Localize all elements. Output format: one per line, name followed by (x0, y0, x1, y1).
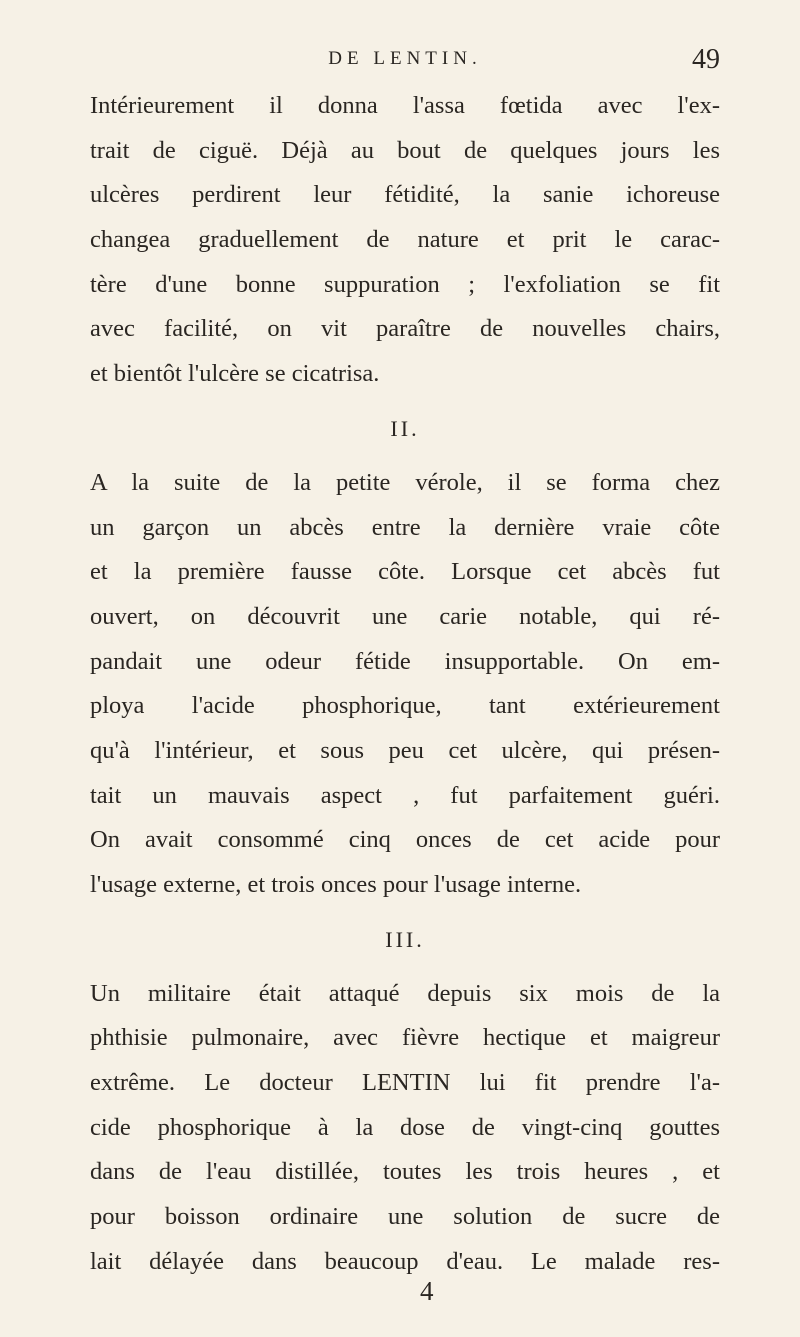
text-line: pour boisson ordinaire une solution de sucre de (90, 1203, 720, 1231)
text-line: un garçon un abcès entre la dernière vraie côte (90, 513, 720, 541)
text-line: tère d'une bonne suppuration ; l'exfoliation se fit (90, 270, 720, 298)
text-line: extrême. Le docteur LENTIN lui fit prendre l'a- (90, 1069, 720, 1097)
signature-mark: 4 (420, 1276, 434, 1306)
text-line: phthisie pulmonaire, avec fièvre hectique et maigreur (90, 1024, 720, 1052)
section-number-3: III. (385, 926, 425, 952)
text-line: avec facilité, on vit paraître de nouvelles chairs, (90, 315, 720, 343)
text-line: et la première fausse côte. Lorsque cet abcès fut (90, 558, 720, 586)
text-line: trait de ciguë. Déjà au bout de quelques jours les (90, 136, 720, 164)
section-number-2: II. (390, 415, 420, 441)
text-line: cide phosphorique à la dose de vingt-cinq gouttes (90, 1113, 720, 1141)
text-line: et bientôt l'ulcère se cicatrisa. (90, 360, 380, 388)
text-line: Intérieurement il donna l'assa fœtida avec l'ex- (90, 92, 720, 119)
text-line: Un militaire était attaqué depuis six mois de la (90, 979, 720, 1007)
paragraph-1 (90, 84, 720, 397)
text-line: qu'à l'intérieur, et sous peu cet ulcère, qui présen- (90, 736, 720, 764)
text-line: On avait consommé cinq onces de cet acide pour (90, 826, 720, 854)
page-number: 49 (692, 44, 720, 75)
text-line: l'usage externe, et trois onces pour l'usage interne. (90, 871, 582, 898)
text-line: ouvert, on découvrit une carie notable, qui ré- (90, 602, 720, 630)
body-text (90, 84, 720, 1285)
running-title: DE LENTIN. (328, 48, 482, 69)
text-line: tait un mauvais aspect , fut parfaitement guéri. (90, 781, 720, 809)
text-line: ulcères perdirent leur fétidité, la sanie ichoreuse (90, 181, 720, 209)
paragraph-3 (90, 972, 720, 1285)
text-line: changea graduellement de nature et prit le carac- (90, 226, 720, 254)
text-line: dans de l'eau distillée, toutes les trois heures , et (90, 1158, 720, 1186)
text-line: pandait une odeur fétide insupportable. On em- (90, 647, 720, 675)
paragraph-2 (90, 461, 720, 908)
text-line: lait délayée dans beaucoup d'eau. Le malade res- (90, 1247, 720, 1275)
text-line: A la suite de la petite vérole, il se forma chez (90, 468, 720, 496)
text-line: ploya l'acide phosphorique, tant extérieurement (90, 692, 720, 720)
